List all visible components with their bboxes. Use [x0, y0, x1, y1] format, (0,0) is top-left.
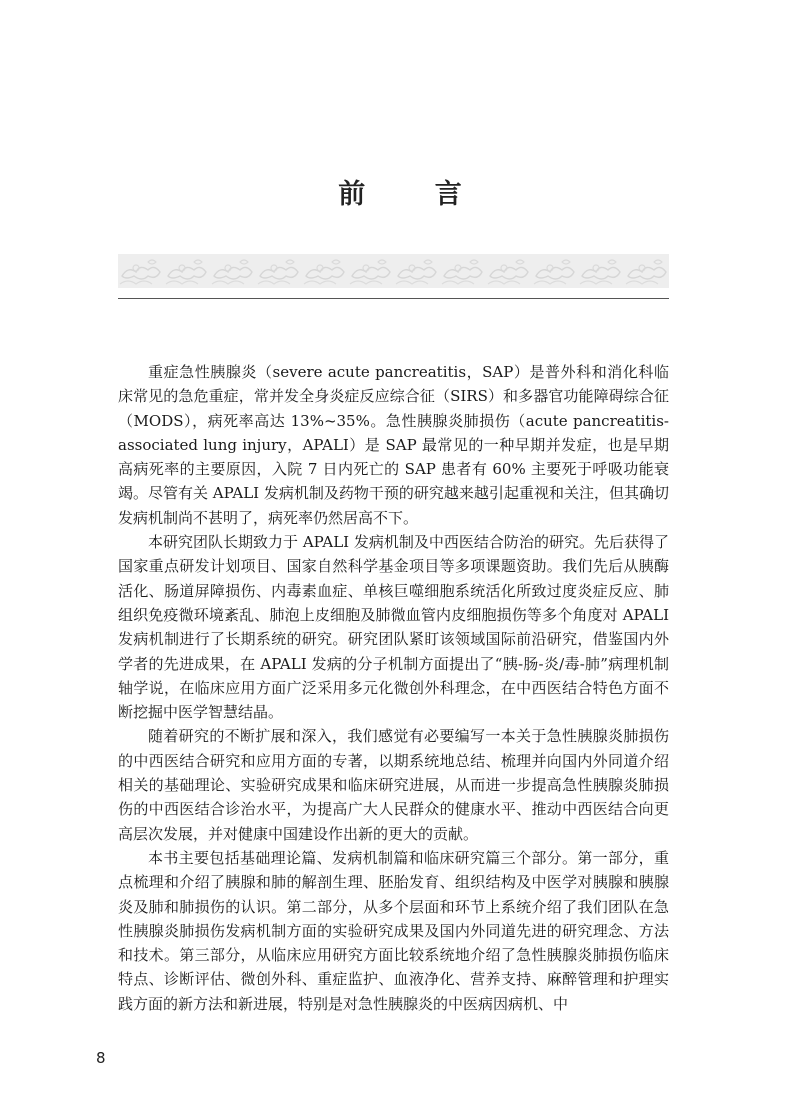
cloud-pattern-icon [118, 254, 669, 288]
header-divider [118, 298, 669, 299]
paragraph-4: 本书主要包括基础理论篇、发病机制篇和临床研究篇三个部分。第一部分，重点梳理和介绍了胰腺和肺的解剖生理、胚胎发育、组织结构及中医学对胰腺和胰腺炎及肺和肺损伤的认识。第二部分，从多个层面和环节上系统介绍了我们团队在急性胰腺炎肺损伤发病机制方面的实验研究成果及国内外同道先进的研究理念、方法和技术。第三部分，从临床应用研究方面比较系统地介绍了急性胰腺炎肺损伤临床特点、诊断评估、微创外科、重症监护、血液净化、营养支持、麻醉管理和护理实践方面的新方法和新进展，特别是对急性胰腺炎的中医病因病机、中 [118, 848, 669, 1013]
page-title: 前 言 [338, 179, 492, 210]
paragraph-1: 重症急性胰腺炎（severe acute pancreatitis，SAP）是普外科和消化科临床常见的急危重症，常并发全身炎症反应综合征（SIRS）和多器官功能障碍综合征（MODS），病死率高达 13%~35%。急性胰腺炎肺损伤（acute pancreatitis-associated lung injury，APALI）是 SAP 最常见的一种早期并发症，也是早期高病死率的主要原因，入院 7 日内死亡的 SAP 患者有 60% 主要死于呼吸功能衰竭。尽管有关 APALI 发病机制及药物干预的研究越来越引起重视和关注，但其确切发病机制尚不甚明了，病死率仍然居高不下。 [118, 363, 669, 527]
paragraph-3: 随着研究的不断扩展和深入，我们感觉有必要编写一本关于急性胰腺炎肺损伤的中西医结合研究和应用方面的专著，以期系统地总结、梳理并向国内外同道介绍相关的基础理论、实验研究成果和临床研究进展，从而进一步提高急性胰腺炎肺损伤的中西医结合诊治水平，为提高广大人民群众的健康水平、推动中西医结合向更高层次发展，并对健康中国建设作出新的更大的贡献。 [118, 727, 669, 843]
page-number: 8 [96, 1049, 106, 1067]
decorative-cloud-band [118, 254, 669, 288]
paragraph-2: 本研究团队长期致力于 APALI 发病机制及中西医结合防治的研究。先后获得了国家重点研发计划项目、国家自然科学基金项目等多项课题资助。我们先后从胰酶活化、肠道屏障损伤、内毒素血症、单核巨噬细胞系统活化所致过度炎症反应、肺组织免疫微环境紊乱、肺泡上皮细胞及肺微血管内皮细胞损伤等多个角度对 APALI 发病机制进行了长期系统的研究。研究团队紧盯该领域国际前沿研究，借鉴国内外学者的先进成果，在 APALI 发病的分子机制方面提出了“胰-肠-炎/毒-肺”病理机制轴学说，在临床应用方面广泛采用多元化微创外科理念，在中西医结合特色方面不断挖掘中医学智慧结晶。 [118, 533, 669, 722]
preface-body [118, 360, 669, 1016]
